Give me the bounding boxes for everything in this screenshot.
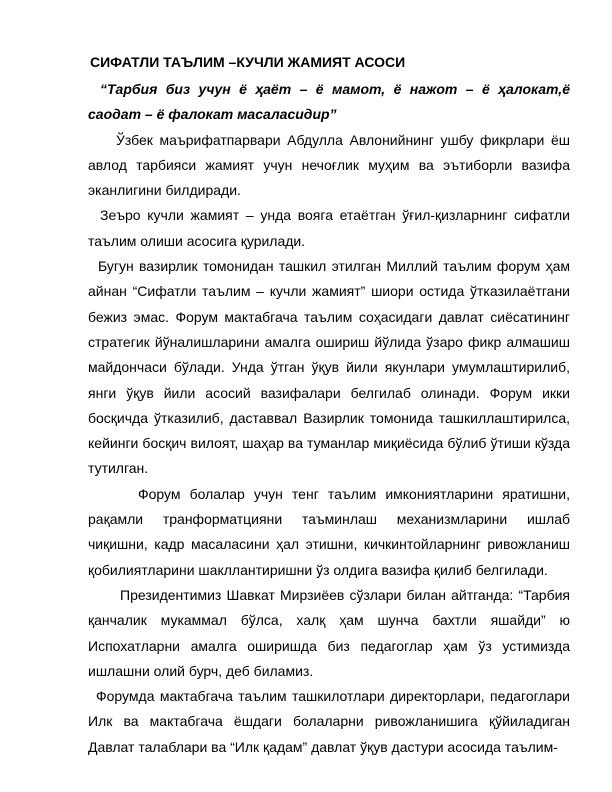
epigraph-quote: “Тарбия биз учун ё ҳаёт – ё мамот, ё нажот – ё ҳалокат,ё саодат – ё фалокат масаласидир” bbox=[88, 81, 570, 123]
paragraph: Ўзбек маърифатпарвари Абдулла Авлонийнинг ушбу фикрлари ёш авлод тарбияси жамият учун нечоғлик муҳим ва эътиборли вазифа эканлигини билдиради. bbox=[88, 131, 570, 199]
paragraph: Зеъро кучли жамият – унда вояга етаётган ўғил-қизларнинг сифатли таълим олиши асосига қурилади. bbox=[88, 207, 570, 249]
document-body bbox=[88, 77, 570, 760]
paragraph: Форум болалар учун тенг таълим имкониятларини яратишни, рақамли транформатцияни таъминлаш механизмларини ишлаб чиқишни, кадр масаласини ҳал этишни, кичкинтойларнинг ривожланиш қобилиятларини шакллантиришни ўз олдига вазифа қилиб белгилади. bbox=[88, 485, 570, 578]
document-title: СИФАТЛИ ТАЪЛИМ –КУЧЛИ ЖАМИЯТ АСОСИ bbox=[90, 54, 406, 70]
paragraph: Форумда мактабгача таълим ташкилотлари директорлари, педагоглари Илк ва мактабгача ёшдаги болаларни ривожланишига қўйиладиган Давлат талаблари ва “Илк қадам” давлат ўқув дастури асосида таълим- bbox=[88, 688, 570, 755]
paragraph: Президентимиз Шавкат Мирзиёев сўзлари билан айтганда: “Тарбия қанчалик мукаммал бўлса, халқ ҳам шунча бахтли яшайди” ю Испохатларни амалга оширишда биз педагоглар ҳам ўз устимизда ишлашни олий бурч, деб биламиз. bbox=[88, 586, 570, 679]
paragraph: Бугун вазирлик томонидан ташкил этилган Миллий таълим форум ҳам айнан “Сифатли таълим – кучли жамият” шиори остида ўтказилаётгани бежиз эмас. Форум мактабгача таълим соҳасидаги давлат сиёсатининг стратегик йўналишларини амалга ошириш йўлида ўзаро фикр алмашиш майдончаси бўлади. Унда ўтган ўқув йили якунлари умумлаштирилиб, янги ўқув йили асосий вазифалари белгилаб олинади. Форум икки босқичда ўтказилиб, даставвал Вазирлик томонида ташкиллаштирилса, кейинги босқич вилоят, шаҳар ва туманлар миқиёсида бўлиб ўтиши кўзда тутилган. bbox=[88, 258, 570, 477]
